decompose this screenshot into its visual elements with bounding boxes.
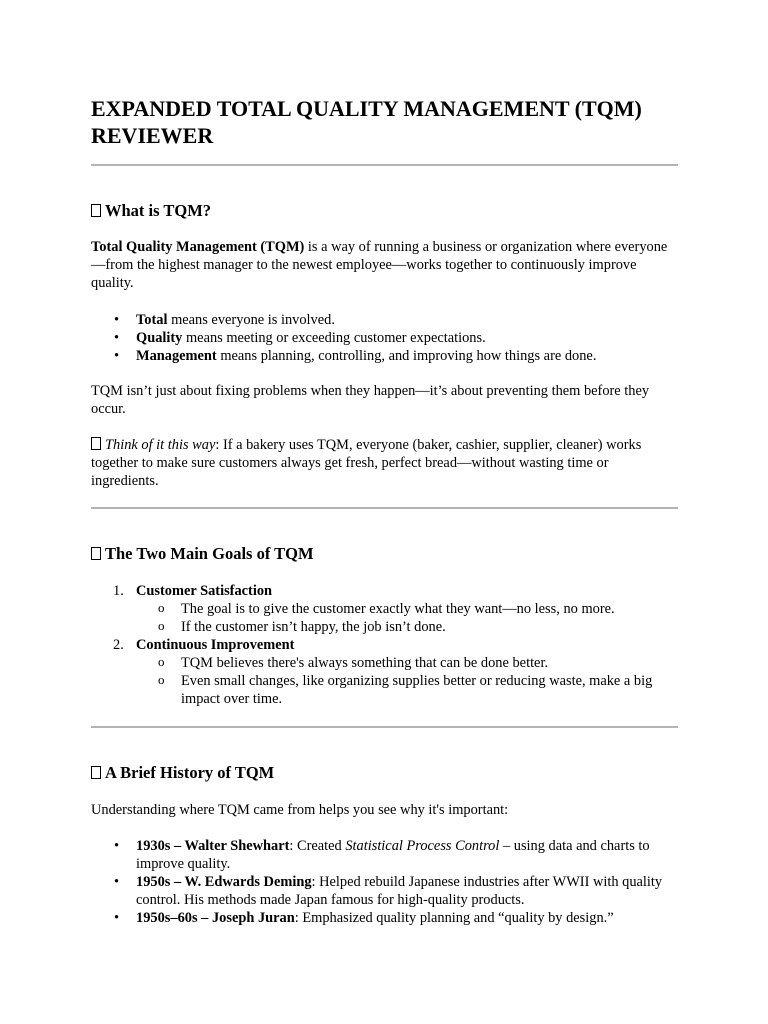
sub-bullet-mark: o <box>158 600 165 615</box>
history-text: : Created <box>289 838 346 854</box>
bullet-mark: • <box>114 874 120 890</box>
goal-title: Customer Satisfaction <box>136 583 273 599</box>
goal-details <box>136 600 679 636</box>
history-list <box>91 837 679 927</box>
bullet-mark: • <box>114 312 120 328</box>
emoji-placeholder-icon <box>91 547 101 560</box>
history-intro: Understanding where TQM came from helps you see why it's important: <box>91 802 509 818</box>
tqm-terms-list <box>91 311 679 365</box>
document-title: EXPANDED TOTAL QUALITY MANAGEMENT (TQM) REVIEWER <box>91 96 642 148</box>
section-heading-what-is-tqm <box>91 201 679 221</box>
bullet-mark: • <box>114 910 120 926</box>
section-heading-history <box>91 763 679 783</box>
tip-paragraph <box>91 436 679 490</box>
emoji-placeholder-icon <box>91 437 101 450</box>
term: Total <box>136 312 168 328</box>
history-person: 1950s – W. Edwards Deming <box>136 874 312 890</box>
tip-text: : If a bakery uses TQM, everyone (baker, cashier, supplier, cleaner) works together to make sure customers always get fresh, perfect bread—without wasting time or ingredients. <box>91 437 642 489</box>
list-item <box>91 873 679 909</box>
term: Management <box>136 348 217 364</box>
history-emphasis: Statistical Process Control <box>345 838 500 854</box>
history-text: – using data and charts to improve quality. <box>136 838 650 872</box>
goal-item <box>91 636 679 708</box>
list-item <box>136 654 679 672</box>
history-person: 1930s – Walter Shewhart <box>136 838 290 854</box>
list-item <box>136 618 679 636</box>
list-item <box>136 672 679 708</box>
prevention-paragraph: TQM isn’t just about fixing problems when they happen—it’s about preventing them before they occur. <box>91 383 650 417</box>
bullet-mark: • <box>114 348 120 364</box>
goal-detail-text: The goal is to give the customer exactly what they want—no less, no more. <box>181 601 615 617</box>
list-item <box>91 909 679 927</box>
sub-bullet-mark: o <box>158 618 165 633</box>
term-definition: means meeting or exceeding customer expectations. <box>182 330 486 346</box>
sub-bullet-mark: o <box>158 672 165 687</box>
term: Quality <box>136 330 183 346</box>
tip-label: Think of it this way <box>105 437 216 453</box>
term-definition: means everyone is involved. <box>167 312 335 328</box>
section-heading-text: What is TQM? <box>105 201 212 220</box>
list-item <box>91 837 679 873</box>
sub-bullet-mark: o <box>158 654 165 669</box>
divider <box>91 507 678 509</box>
goal-item <box>91 582 679 636</box>
history-text: : Helped rebuild Japanese industries after WWII with quality control. His methods made Japan famous for high-quality products. <box>136 874 663 908</box>
list-number: 2. <box>113 637 124 653</box>
list-item <box>91 329 679 347</box>
goal-title: Continuous Improvement <box>136 637 295 653</box>
intro-paragraph <box>91 238 679 292</box>
goals-list <box>91 582 679 708</box>
section-heading-main-goals <box>91 544 679 564</box>
goal-detail-text: TQM believes there's always something that can be done better. <box>181 655 549 671</box>
term-definition: means planning, controlling, and improving how things are done. <box>216 348 597 364</box>
intro-term: Total Quality Management (TQM) <box>91 239 305 255</box>
bullet-mark: • <box>114 838 120 854</box>
divider <box>91 726 678 728</box>
list-item <box>136 600 679 618</box>
divider <box>91 164 678 166</box>
intro-text: is a way of running a business or organization where everyone—from the highest manager to the newest employee—works together to continuously improve quality. <box>91 239 668 291</box>
goal-details <box>136 654 679 708</box>
history-text: : Emphasized quality planning and “quality by design.” <box>294 910 614 926</box>
bullet-mark: • <box>114 330 120 346</box>
emoji-placeholder-icon <box>91 766 101 779</box>
goal-detail-text: If the customer isn’t happy, the job isn’t done. <box>181 619 446 635</box>
history-person: 1950s–60s – Joseph Juran <box>136 910 295 926</box>
section-heading-text: A Brief History of TQM <box>105 763 275 782</box>
emoji-placeholder-icon <box>91 204 101 217</box>
goal-detail-text: Even small changes, like organizing supplies better or reducing waste, make a big impact over time. <box>181 673 653 707</box>
section-heading-text: The Two Main Goals of TQM <box>105 544 314 563</box>
list-item <box>91 347 679 365</box>
list-item <box>91 311 679 329</box>
list-number: 1. <box>113 583 124 599</box>
